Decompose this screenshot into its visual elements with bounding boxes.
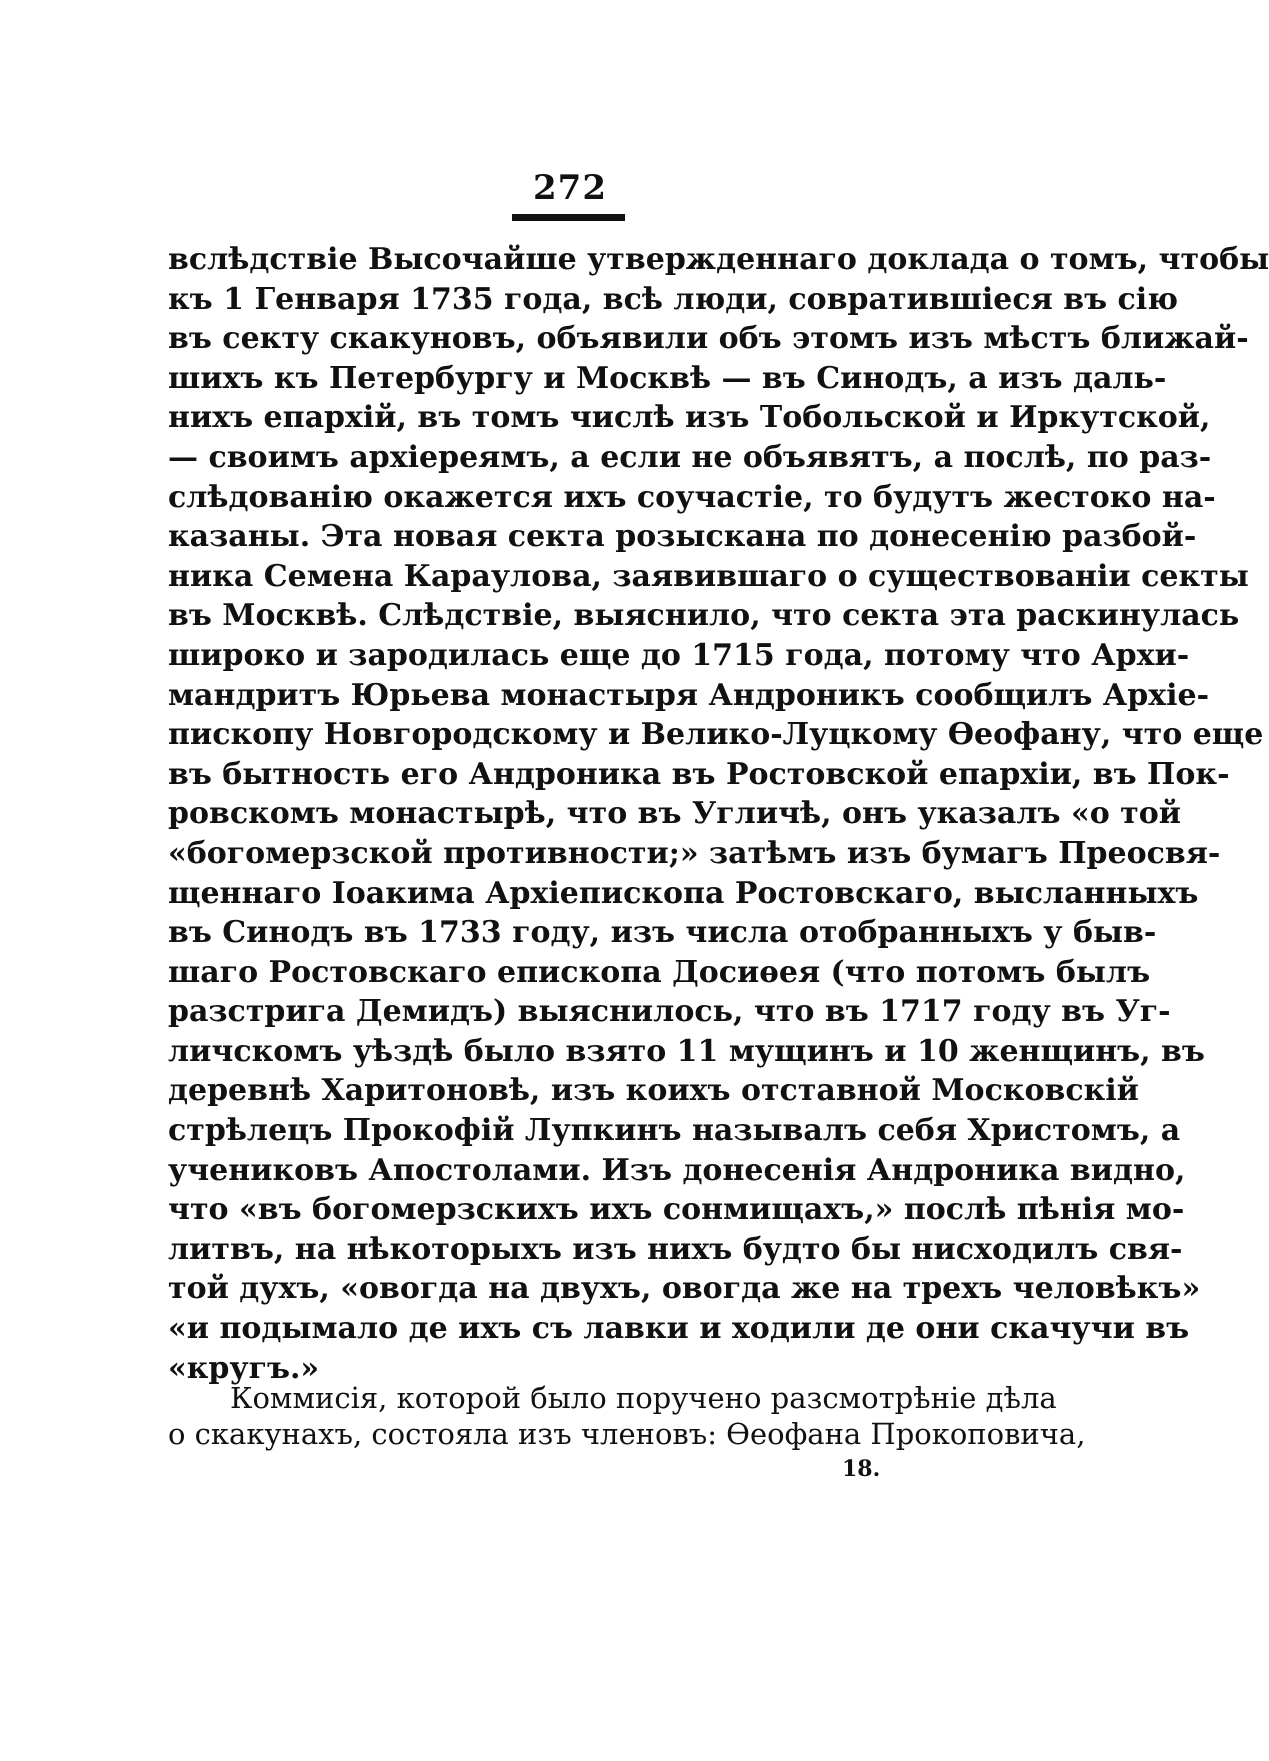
text-line: вслѣдствіе Высочайше утвержденнаго доклада о томъ, чтобы: [168, 242, 1269, 277]
text-line: ника Семена Караулова, заявившаго о существованіи секты: [168, 558, 1249, 594]
text-line: что «въ богомерзскихъ ихъ сонмищахъ,» послѣ пѣнія мо-: [168, 1192, 1185, 1228]
text-line: шихъ къ Петербургу и Москвѣ — въ Синодъ, а изъ даль-: [168, 360, 1167, 396]
text-line: о скакунахъ, состояла изъ членовъ: Ѳеофана Прокоповича,: [168, 1417, 1086, 1451]
text-line: щеннаго Іоакима Архіепископа Ростовскаго, высланныхъ: [168, 875, 1199, 911]
text-line: казаны. Эта новая секта розыскана по донесенію разбой-: [168, 519, 1197, 555]
text-line: разстрига Демидъ) выяснилось, что въ 1717 году въ Уг-: [168, 994, 1171, 1030]
text-line: Коммисія, которой было поручено разсмотрѣніе дѣла: [230, 1381, 1057, 1415]
text-line: стрѣлецъ Прокофій Лупкинъ называлъ себя Христомъ, а: [168, 1113, 1181, 1149]
text-line: въ Синодъ въ 1733 году, изъ числа отобранныхъ у быв-: [168, 915, 1157, 951]
text-line: той духъ, «овогда на двухъ, овогда же на трехъ человѣкъ»: [168, 1271, 1201, 1307]
header-rule: [512, 214, 625, 221]
main-paragraph: [168, 240, 1269, 1388]
text-line: учениковъ Апостолами. Изъ донесенія Андроника видно,: [168, 1152, 1186, 1188]
text-line: широко и зародилась еще до 1715 года, потому что Архи-: [168, 637, 1190, 673]
text-line: «и подымало де ихъ съ лавки и ходили де они скачучи въ: [168, 1311, 1190, 1347]
text-line: ровскомъ монастырѣ, что въ Угличѣ, онъ указалъ «о той: [168, 796, 1181, 832]
text-line: — своимъ архіереямъ, а если не объявятъ, а послѣ, по раз-: [168, 439, 1212, 475]
text-line: нихъ епархій, въ томъ числѣ изъ Тобольской и Иркутской,: [168, 400, 1211, 436]
text-line: личскомъ уѣздѣ было взято 11 мущинъ и 10 женщинъ, въ: [168, 1033, 1205, 1069]
text-line: слѣдованію окажется ихъ соучастіе, то будутъ жестоко на-: [168, 479, 1216, 515]
text-line: литвъ, на нѣкоторыхъ изъ нихъ будто бы нисходилъ свя-: [168, 1231, 1183, 1267]
printer-signature-mark: 18.: [842, 1456, 881, 1482]
text-line: въ секту скакуновъ, объявили объ этомъ изъ мѣстъ ближай-: [168, 321, 1249, 357]
text-line: въ бытность его Андроника въ Ростовской епархіи, въ Пок-: [168, 756, 1230, 792]
text-line: шаго Ростовскаго епископа Досиѳея (что потомъ былъ: [168, 954, 1151, 990]
page-number: 272: [533, 168, 607, 208]
text-line: «богомерзской противности;» затѣмъ изъ бумагъ Преосвя-: [168, 835, 1221, 871]
text-line: въ Москвѣ. Слѣдствіе, выяснило, что секта эта раскинулась: [168, 598, 1240, 634]
text-line: «кругъ.»: [168, 1350, 320, 1386]
text-line: мандритъ Юрьева монастыря Андроникъ сообщилъ Архіе-: [168, 677, 1210, 713]
text-line: къ 1 Генваря 1735 года, всѣ люди, совратившіеся въ сію: [168, 281, 1178, 317]
text-line: деревнѣ Харитоновѣ, изъ коихъ отставной Московскій: [168, 1073, 1139, 1109]
next-paragraph: [168, 1380, 1086, 1452]
text-line: пископу Новгородскому и Велико-Луцкому Ѳеофану, что еще: [168, 717, 1264, 753]
